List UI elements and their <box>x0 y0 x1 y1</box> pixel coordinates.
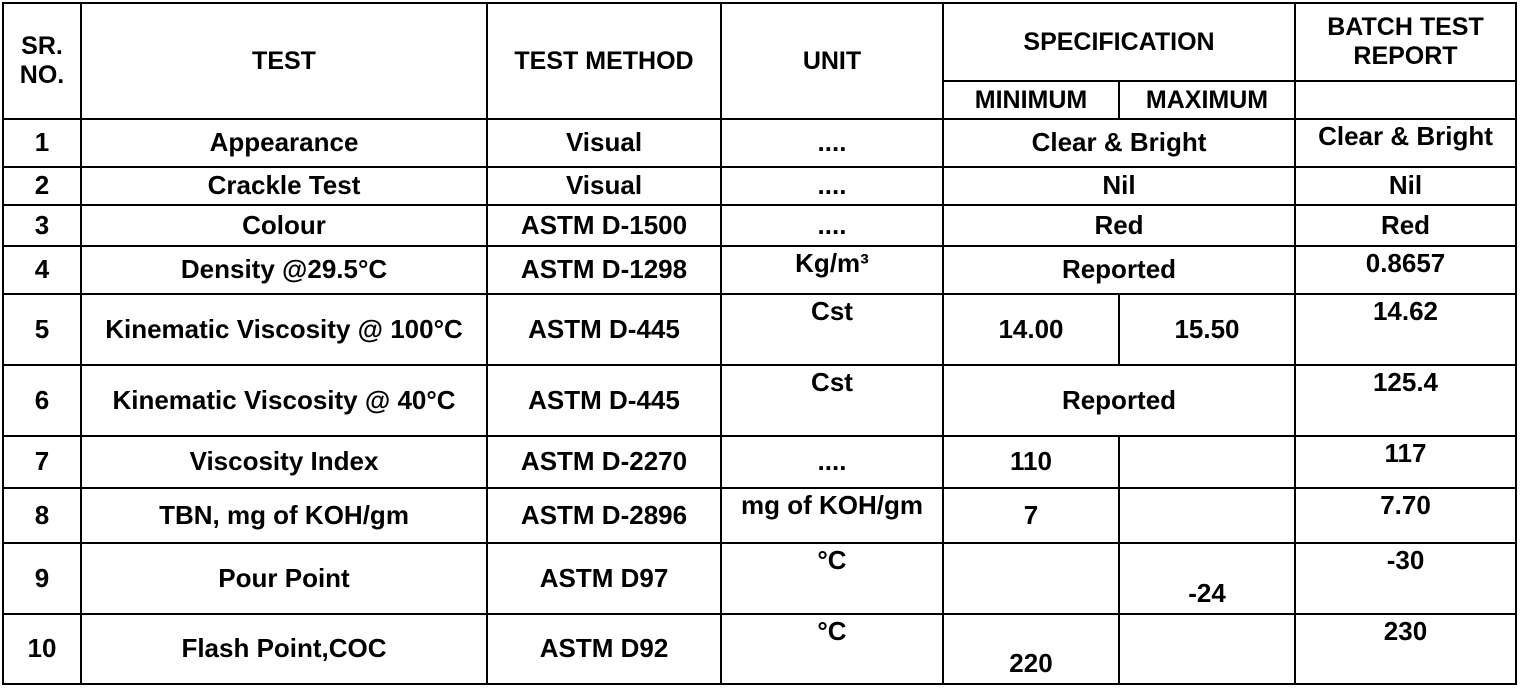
cell-unit: Cst <box>721 365 943 436</box>
cell-min: 14.00 <box>943 294 1119 365</box>
cell-sr: 1 <box>3 119 81 167</box>
cell-sr: 3 <box>3 205 81 246</box>
cell-method: ASTM D92 <box>487 614 721 684</box>
cell-sr: 8 <box>3 488 81 543</box>
cell-spec: Red <box>943 205 1295 246</box>
header-test-method: TEST METHOD <box>487 3 721 119</box>
cell-min: 7 <box>943 488 1119 543</box>
cell-report: 230 <box>1295 614 1516 684</box>
cell-test: Viscosity Index <box>81 436 487 488</box>
table-row <box>3 205 1516 246</box>
cell-sr: 5 <box>3 294 81 365</box>
cell-unit: Kg/m³ <box>721 246 943 294</box>
table-row <box>3 294 1516 365</box>
cell-max <box>1119 614 1295 684</box>
cell-method: Visual <box>487 167 721 205</box>
table-row <box>3 167 1516 205</box>
cell-sr: 4 <box>3 246 81 294</box>
table-row <box>3 365 1516 436</box>
header-sr-no: SR. NO. <box>3 3 81 119</box>
cell-unit: .... <box>721 436 943 488</box>
cell-unit: .... <box>721 205 943 246</box>
cell-min: 110 <box>943 436 1119 488</box>
cell-report: 125.4 <box>1295 365 1516 436</box>
cell-test: Kinematic Viscosity @ 100°C <box>81 294 487 365</box>
table-row <box>3 543 1516 614</box>
table-row <box>3 246 1516 294</box>
header-test: TEST <box>81 3 487 119</box>
cell-test: Density @29.5°C <box>81 246 487 294</box>
cell-spec: Reported <box>943 365 1295 436</box>
cell-test: Kinematic Viscosity @ 40°C <box>81 365 487 436</box>
cell-test: Crackle Test <box>81 167 487 205</box>
cell-test: Pour Point <box>81 543 487 614</box>
cell-report: -30 <box>1295 543 1516 614</box>
cell-test: TBN, mg of KOH/gm <box>81 488 487 543</box>
cell-sr: 7 <box>3 436 81 488</box>
header-batch-test-report: BATCH TEST REPORT <box>1295 3 1516 81</box>
cell-report: 14.62 <box>1295 294 1516 365</box>
cell-max: 15.50 <box>1119 294 1295 365</box>
test-specification-table <box>2 2 1517 685</box>
cell-report: 0.8657 <box>1295 246 1516 294</box>
cell-method: ASTM D-445 <box>487 365 721 436</box>
header-specification: SPECIFICATION <box>943 3 1295 81</box>
cell-method: ASTM D-2270 <box>487 436 721 488</box>
cell-report: 117 <box>1295 436 1516 488</box>
cell-max <box>1119 488 1295 543</box>
cell-unit: Cst <box>721 294 943 365</box>
cell-test: Colour <box>81 205 487 246</box>
cell-sr: 6 <box>3 365 81 436</box>
cell-spec: Nil <box>943 167 1295 205</box>
cell-method: ASTM D97 <box>487 543 721 614</box>
cell-unit: °C <box>721 614 943 684</box>
cell-method: Visual <box>487 119 721 167</box>
cell-sr: 9 <box>3 543 81 614</box>
cell-test: Appearance <box>81 119 487 167</box>
cell-unit: °C <box>721 543 943 614</box>
header-batch-empty <box>1295 81 1516 119</box>
cell-report: Red <box>1295 205 1516 246</box>
cell-spec: Reported <box>943 246 1295 294</box>
cell-method: ASTM D-1298 <box>487 246 721 294</box>
header-maximum: MAXIMUM <box>1119 81 1295 119</box>
cell-method: ASTM D-2896 <box>487 488 721 543</box>
cell-min: 220 <box>943 614 1119 684</box>
header-unit: UNIT <box>721 3 943 119</box>
cell-unit: mg of KOH/gm <box>721 488 943 543</box>
cell-report: 7.70 <box>1295 488 1516 543</box>
cell-method: ASTM D-445 <box>487 294 721 365</box>
cell-max: -24 <box>1119 543 1295 614</box>
cell-spec: Clear & Bright <box>943 119 1295 167</box>
cell-report: Clear & Bright <box>1295 119 1516 167</box>
cell-min <box>943 543 1119 614</box>
cell-max <box>1119 436 1295 488</box>
table-row <box>3 488 1516 543</box>
table-row <box>3 119 1516 167</box>
cell-sr: 2 <box>3 167 81 205</box>
cell-unit: .... <box>721 119 943 167</box>
cell-test: Flash Point,COC <box>81 614 487 684</box>
cell-report: Nil <box>1295 167 1516 205</box>
cell-unit: .... <box>721 167 943 205</box>
header-minimum: MINIMUM <box>943 81 1119 119</box>
table-row <box>3 436 1516 488</box>
cell-method: ASTM D-1500 <box>487 205 721 246</box>
table-row <box>3 614 1516 684</box>
cell-sr: 10 <box>3 614 81 684</box>
